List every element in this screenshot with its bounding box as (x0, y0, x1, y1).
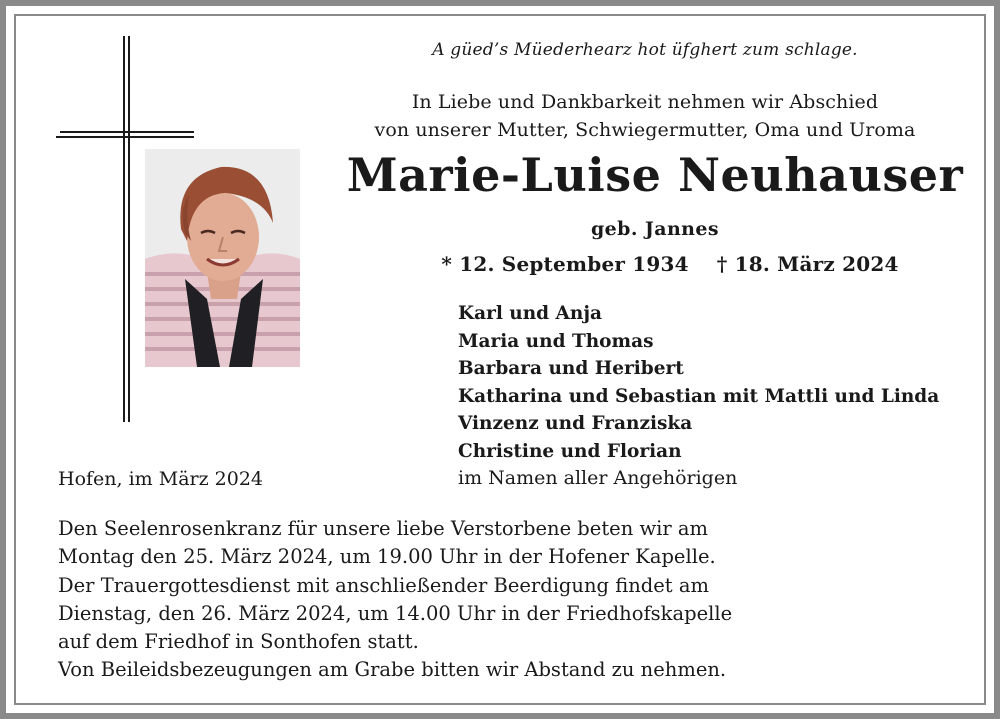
survivor-line: Barbara und Heribert (458, 358, 684, 379)
cross-vertical-line (123, 36, 125, 422)
cross-horizontal-line (56, 136, 194, 138)
deceased-name: Marie-Luise Neuhauser (346, 148, 964, 202)
survivor-line: Karl und Anja (458, 303, 603, 324)
survivor-line: Katharina und Sebastian mit Mattli und Linda (458, 385, 940, 407)
service-notice (58, 515, 978, 685)
place-date: Hofen, im März 2024 (58, 468, 264, 490)
death-date: † 18. März 2024 (716, 252, 899, 276)
intro-line: von unserer Mutter, Schwiegermutter, Oma und Uroma (374, 119, 916, 141)
notice-line: auf dem Friedhof in Sonthofen statt. (58, 630, 419, 654)
maiden-name: geb. Jannes (590, 218, 719, 240)
cross-vertical-line (128, 36, 130, 422)
survivors-closing: im Namen aller Angehörigen (458, 467, 738, 489)
notice-line: Den Seelenrosenkranz für unsere liebe Verstorbene beten wir am (58, 517, 709, 540)
notice-line: Der Trauergottesdienst mit anschließender Beerdigung findet am (58, 573, 709, 597)
notice-line: Von Beileidsbezeugungen am Grabe bitten wir Abstand zu nehmen. (58, 658, 727, 682)
cross-horizontal-line (60, 131, 194, 133)
birth-date: * 12. September 1934 (441, 252, 689, 276)
notice-line: Dienstag, den 26. März 2024, um 14.00 Uhr in der Friedhofskapelle (58, 601, 733, 625)
portrait-illustration (145, 149, 300, 367)
life-dates (300, 252, 1000, 276)
intro-text (300, 88, 990, 144)
intro-line: In Liebe und Dankbarkeit nehmen wir Abschied (411, 91, 879, 113)
survivor-line: Christine und Florian (458, 440, 682, 462)
notice-line: Montag den 25. März 2024, um 19.00 Uhr in der Hofener Kapelle. (58, 545, 716, 569)
survivor-line: Vinzenz und Franziska (458, 413, 693, 434)
portrait-photo (145, 149, 300, 367)
motto-text: A güed’s Müederhearz hot üfghert zum schlage. (432, 40, 858, 60)
survivor-line: Maria und Thomas (458, 330, 654, 352)
survivors-list (458, 300, 978, 493)
